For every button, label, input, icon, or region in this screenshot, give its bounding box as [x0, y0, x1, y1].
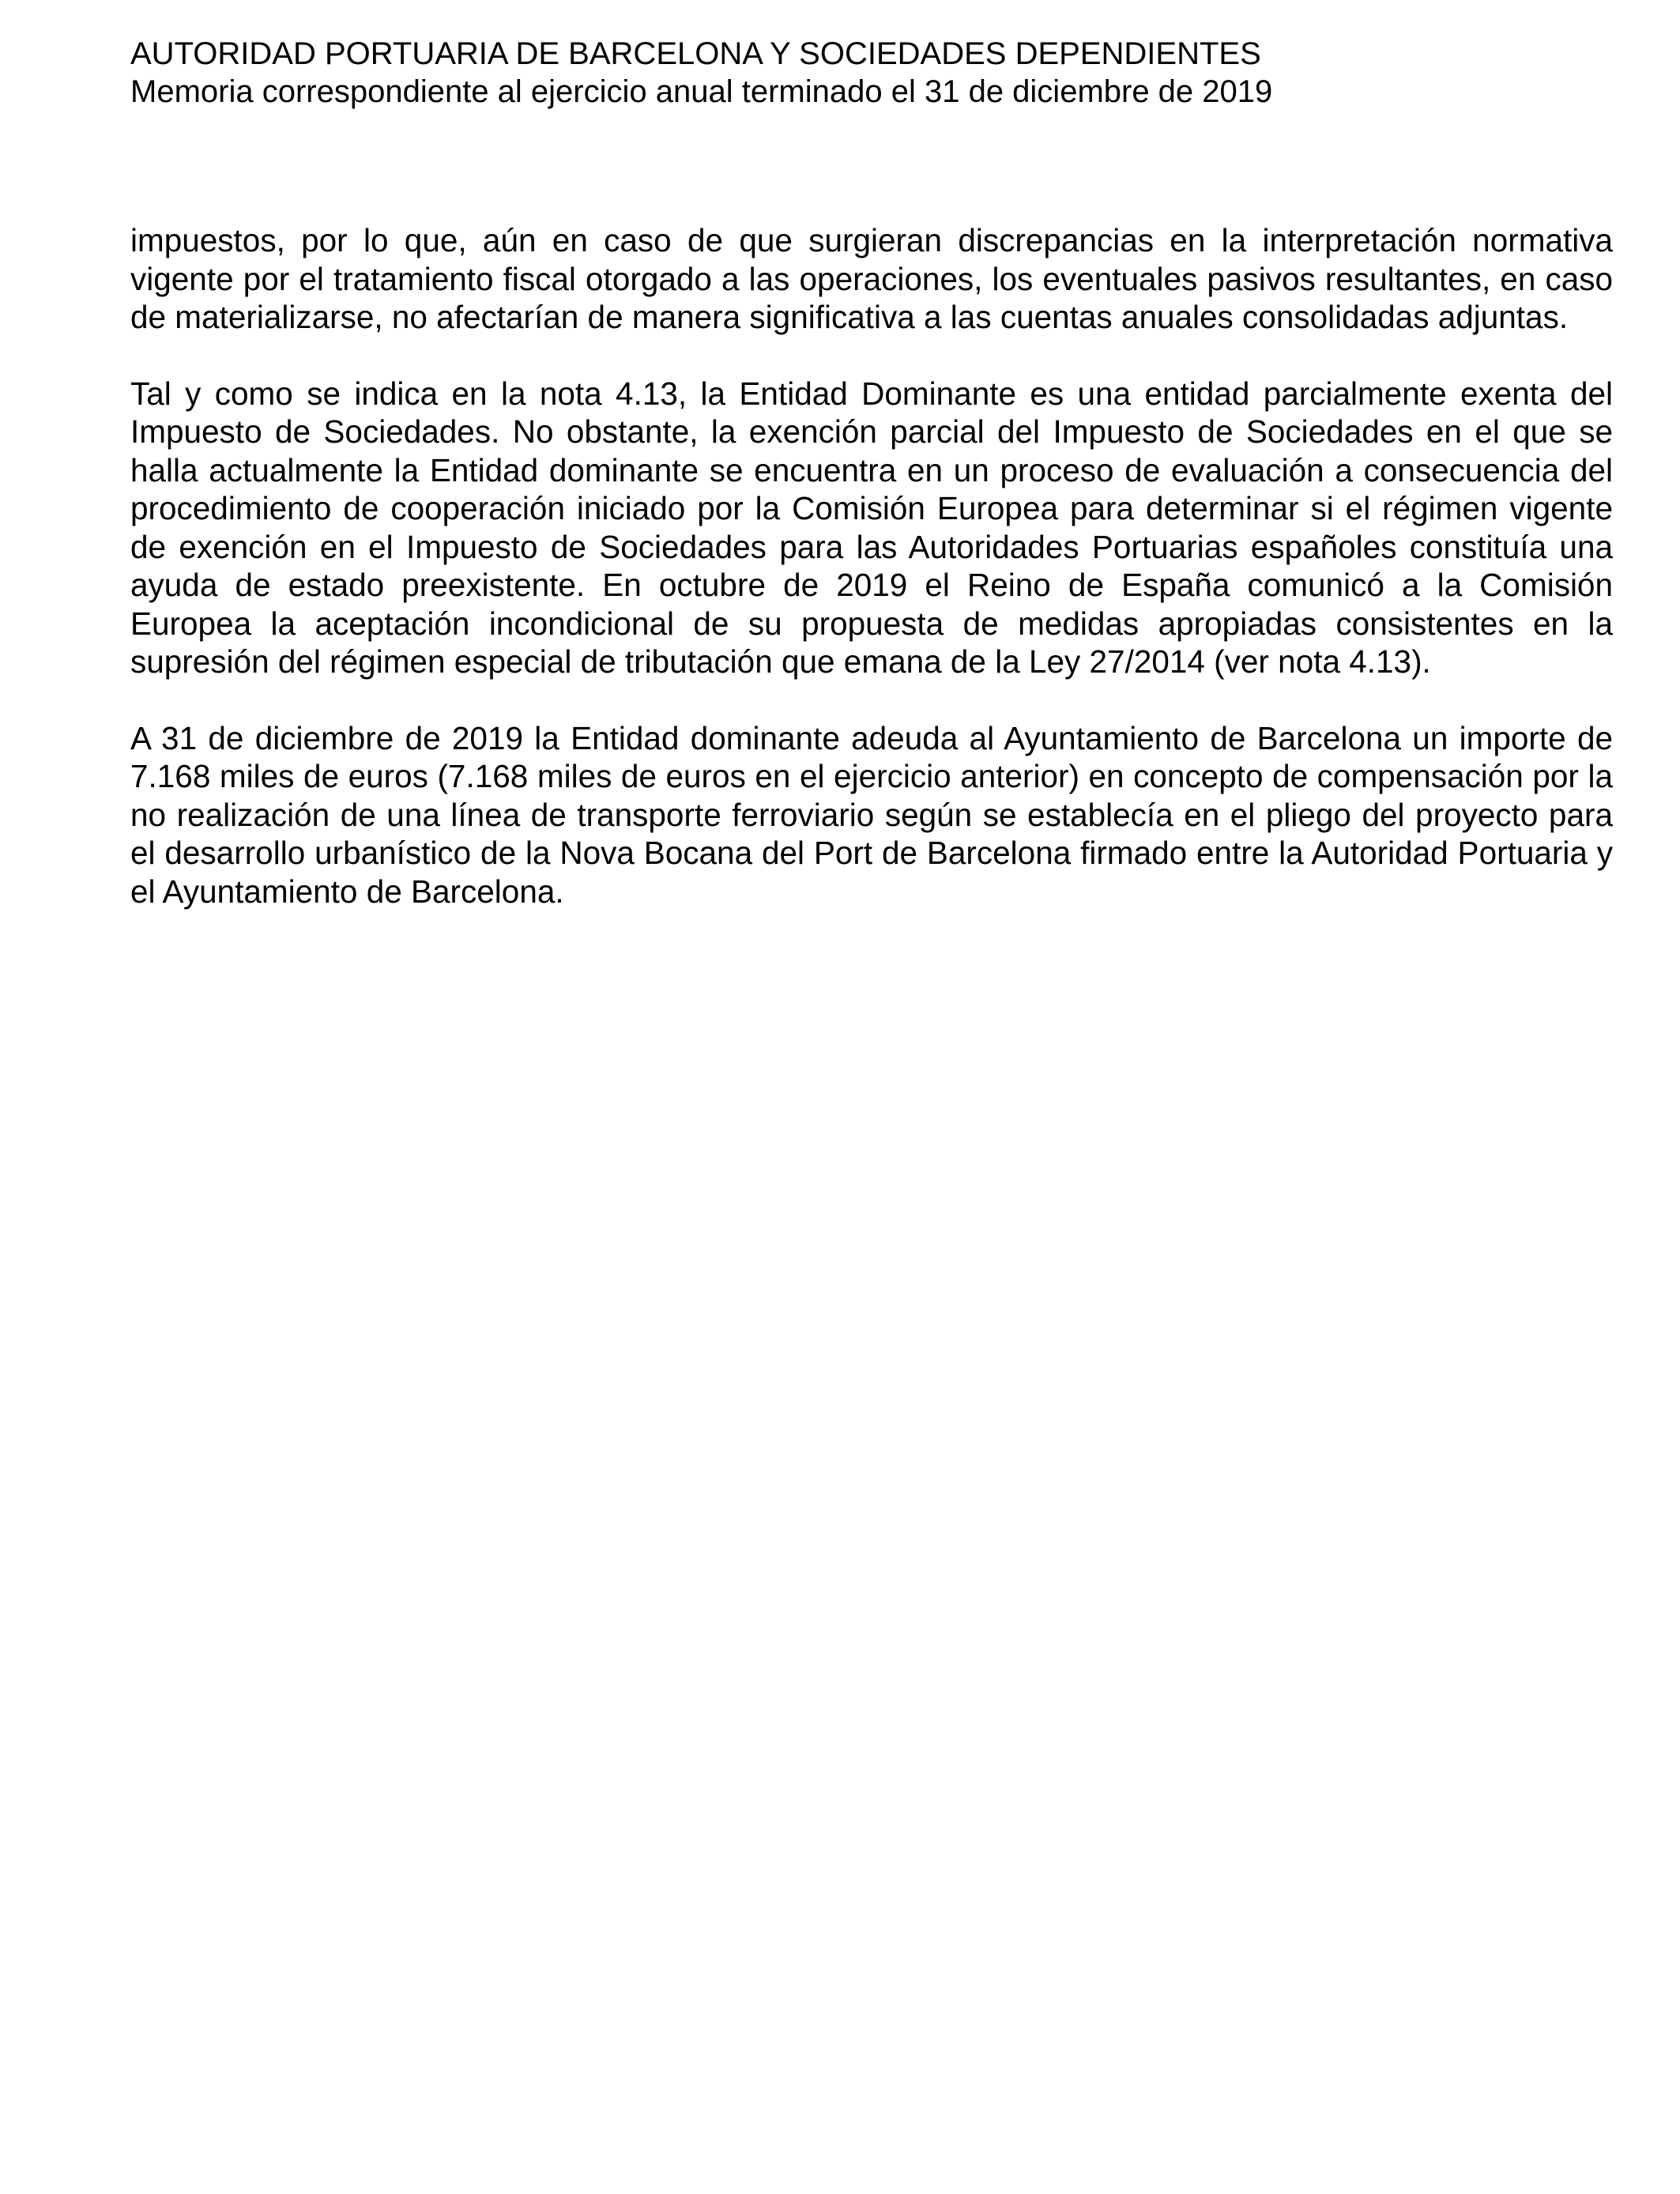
- page-header: [130, 35, 1553, 111]
- header-title: AUTORIDAD PORTUARIA DE BARCELONA Y SOCIEDADES DEPENDIENTES: [130, 36, 1261, 71]
- paragraph-tax-discrepancies: impuestos, por lo que, aún en caso de que surgieran discrepancias en la interpretación normativa vigente por el tratamiento fiscal otorgado a las operaciones, los eventuales pasivos resultantes, en caso de materializarse, no afectarían de manera significativa a las cuentas anuales consolidadas adjuntas.: [130, 222, 1613, 335]
- paragraph-city-council-debt: A 31 de diciembre de 2019 la Entidad dominante adeuda al Ayuntamiento de Barcelona un importe de 7.168 miles de euros (7.168 miles de euros en el ejercicio anterior) en concepto de compensación por la no realización de una línea de transporte ferroviario según se establecía en el pliego del proyecto para el desarrollo urbanístico de la Nova Bocana del Port de Barcelona firmado entre la Autoridad Portuaria y el Ayuntamiento de Barcelona.: [130, 719, 1613, 910]
- paragraph-corporate-tax-exemption: Tal y como se indica en la nota 4.13, la Entidad Dominante es una entidad parcialmente exenta del Impuesto de Sociedades. No obstante, la exención parcial del Impuesto de Sociedades en el que se halla actualmente la Entidad dominante se encuentra en un proceso de evaluación a consecuencia del procedimiento de cooperación iniciado por la Comisión Europea para determinar si el régimen vigente de exención en el Impuesto de Sociedades para las Autoridades Portuarias españoles constituía una ayuda de estado preexistente. En octubre de 2019 el Reino de España comunicó a la Comisión Europea la aceptación incondicional de su propuesta de medidas apropiadas consistentes en la supresión del régimen especial de tributación que emana de la Ley 27/2014 (ver nota 4.13).: [130, 375, 1613, 680]
- header-subtitle: Memoria correspondiente al ejercicio anual terminado el 31 de diciembre de 2019: [130, 74, 1273, 109]
- document-body: [130, 221, 1613, 948]
